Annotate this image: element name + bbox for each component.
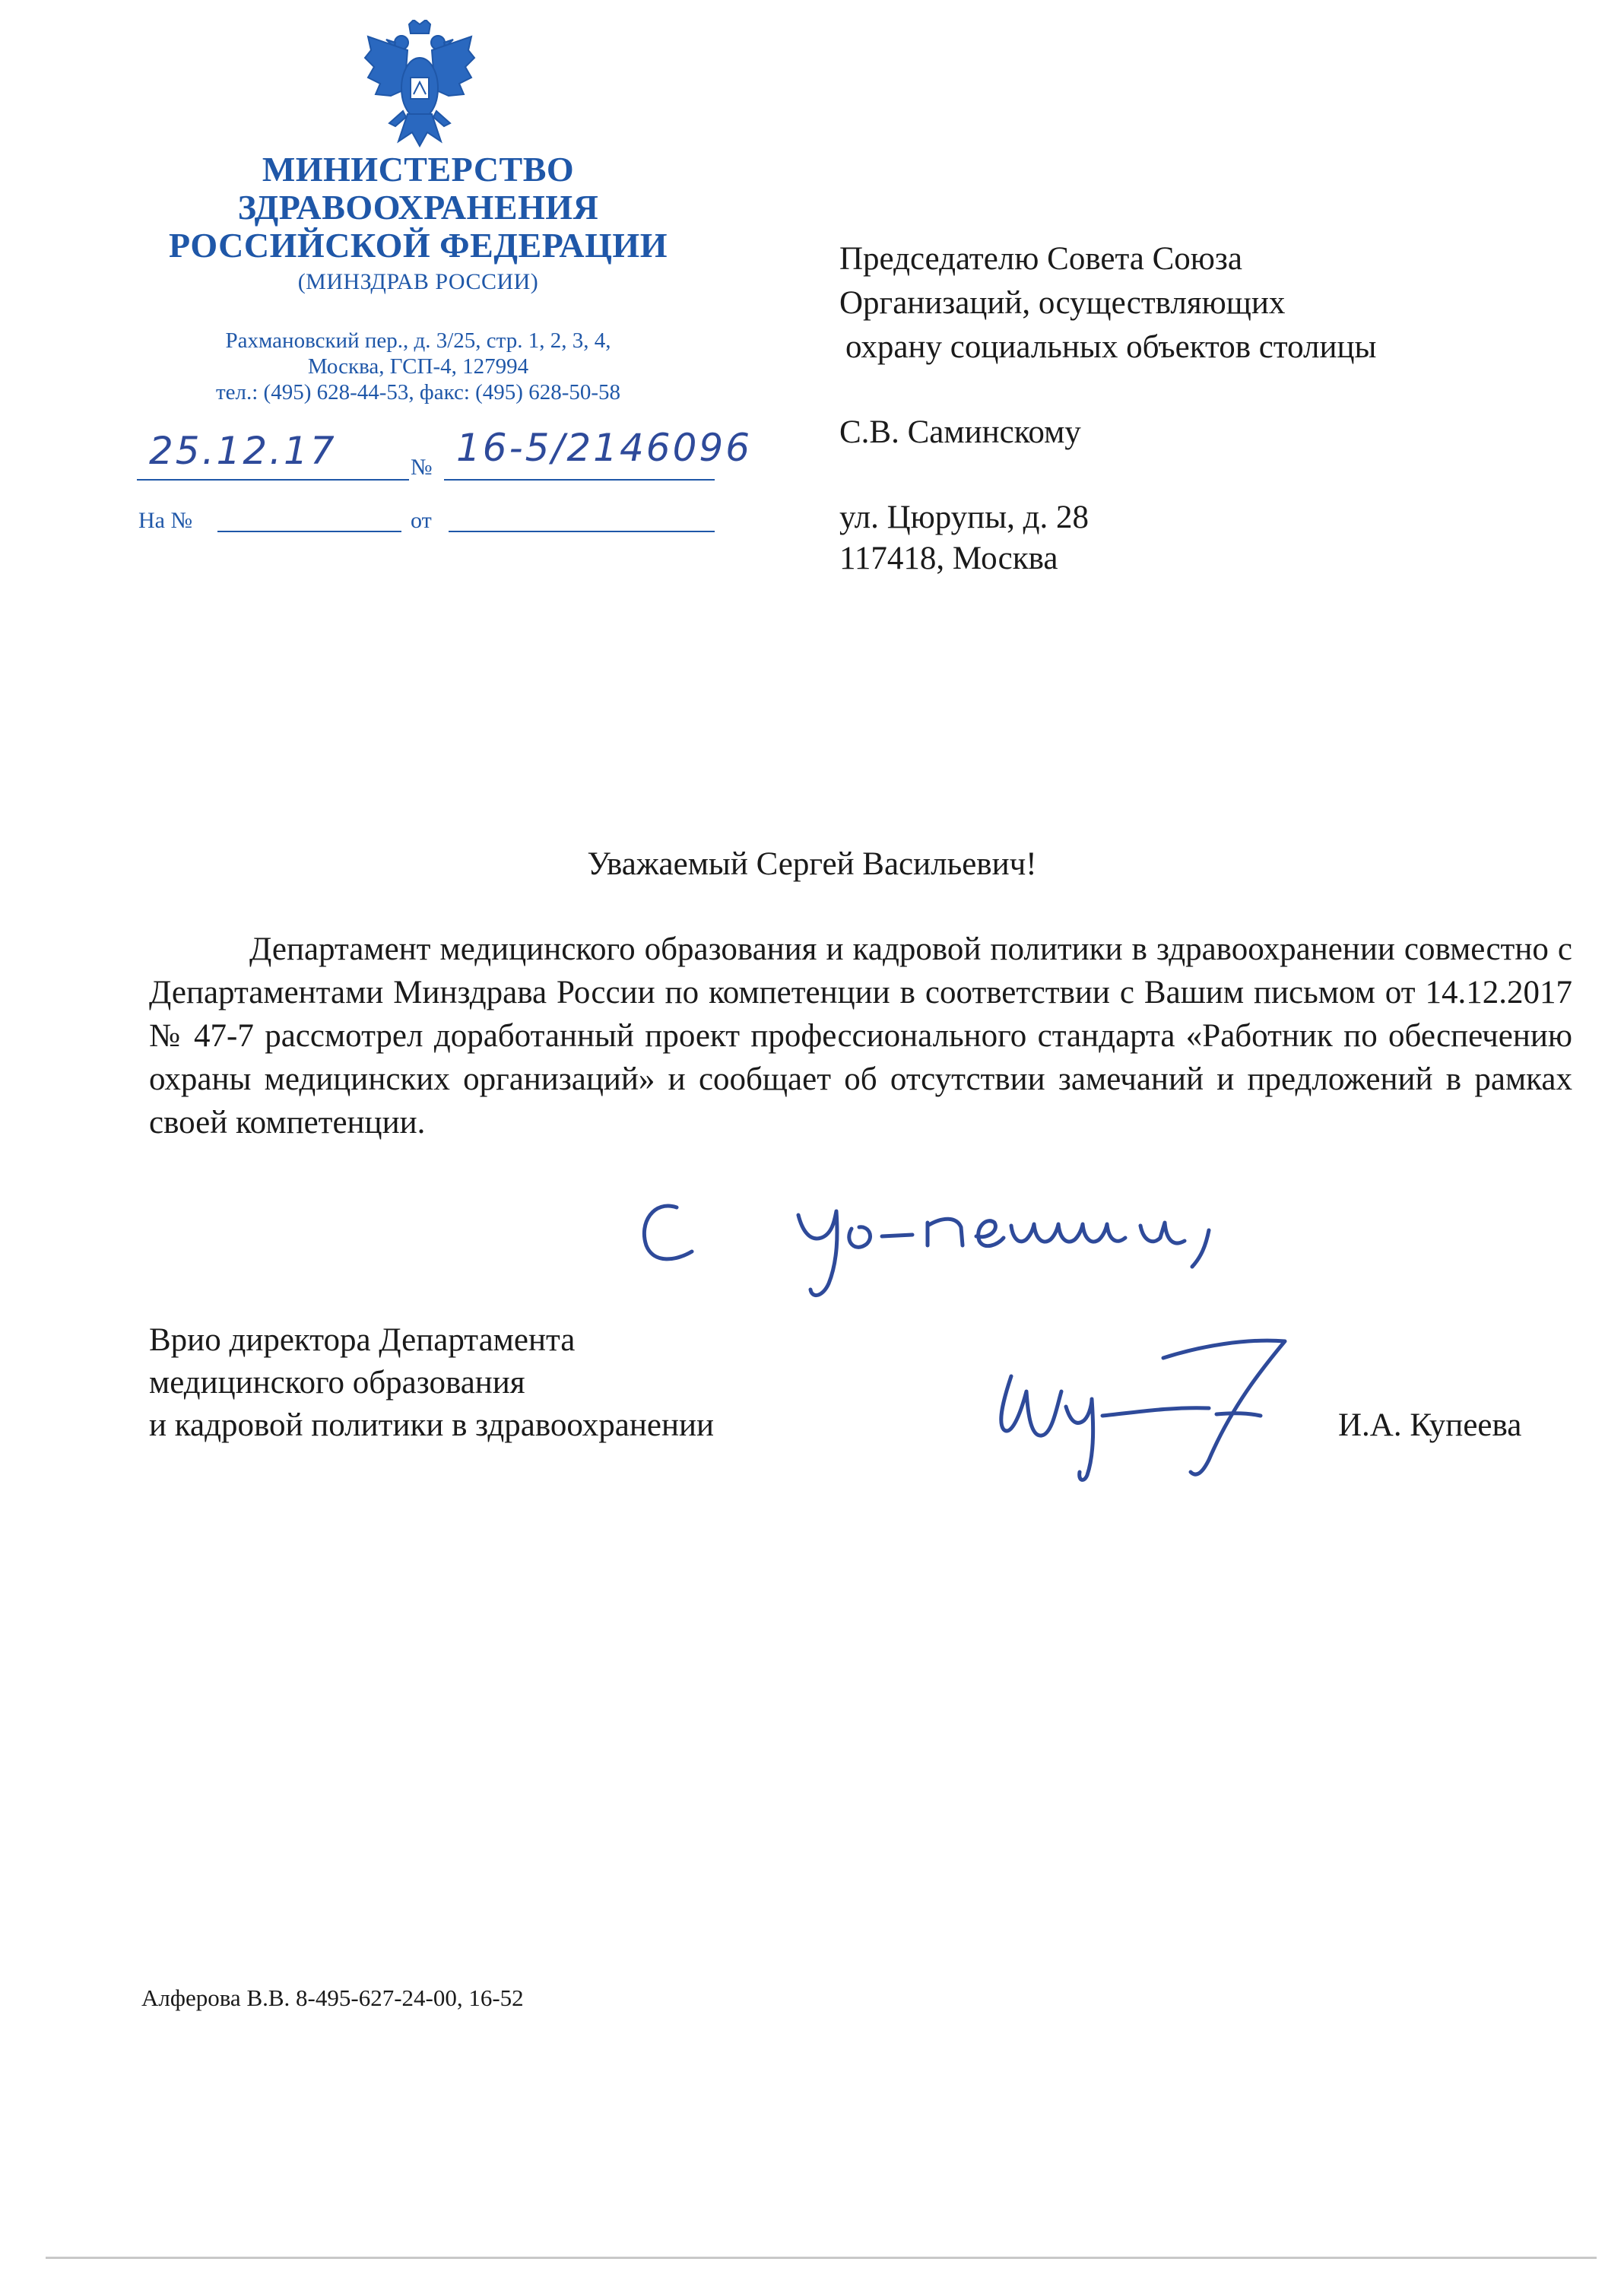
letterhead-address-2: Москва, ГСП-4, 127994 <box>307 354 529 379</box>
letterhead-phone: тел.: (495) 628-44-53, факс: (495) 628-50-58 <box>215 380 621 404</box>
letter-body: Департамент медицинского образования и кадровой политики в здравоохранении совместно с Департаментами Минздрава России по компетенции в соответствии с Вашим письмом от 14.12.2017 № 47-7 рассмотрел доработанный проект профессионального стандарта «Работник по обеспечению охраны медицинских организаций» и сообщает об отсутствии замечаний и предложений в рамках своей компетенции. <box>149 931 1572 1140</box>
executor-contact: Алферова В.В. 8-495-627-24-00, 16-52 <box>141 1984 524 2011</box>
from-label: от <box>411 508 432 533</box>
letterhead-line-3: РОССИЙСКОЙ ФЕДЕРАЦИИ <box>169 226 668 265</box>
registration-number-label: № <box>411 455 433 480</box>
letterhead-address-1: Рахмановский пер., д. 3/25, стр. 1, 2, 3, 4, <box>225 328 611 353</box>
addressee-city: 117418, Москва <box>839 541 1058 576</box>
russian-coat-of-arms-icon <box>360 20 479 148</box>
handwritten-signature <box>981 1323 1315 1490</box>
letterhead-line-1: МИНИСТЕРСТВО <box>262 150 575 189</box>
addressee-line-2: Организаций, осуществляющих <box>839 285 1286 321</box>
scan-bottom-edge <box>46 2257 1597 2259</box>
addressee-line-1: Председателю Совета Союза <box>839 241 1242 277</box>
signer-name: И.А. Купеева <box>1338 1407 1522 1443</box>
from-underline <box>449 531 715 532</box>
addressee-street: ул. Цюрупы, д. 28 <box>839 500 1089 535</box>
handwritten-closing <box>623 1169 1308 1314</box>
reference-label: На № <box>138 508 193 533</box>
addressee-name: С.В. Саминскому <box>839 414 1081 450</box>
number-underline <box>444 479 715 481</box>
reference-underline <box>217 531 401 532</box>
signatory-title-1: Врио директора Департамента <box>149 1322 576 1358</box>
registration-number: 16-5/2146096 <box>456 426 753 470</box>
letterhead-short-name: (МИНЗДРАВ РОССИИ) <box>297 269 539 294</box>
letterhead-line-2: ЗДРАВООХРАНЕНИЯ <box>237 188 599 227</box>
signatory-title-2: медицинского образования <box>149 1365 525 1401</box>
date-underline <box>137 479 409 481</box>
registration-date: 25.12.17 <box>149 429 337 473</box>
addressee-line-3: охрану социальных объектов столицы <box>845 329 1377 365</box>
signatory-title-3: и кадровой политики в здравоохранении <box>149 1407 714 1443</box>
salutation: Уважаемый Сергей Васильевич! <box>587 846 1037 882</box>
